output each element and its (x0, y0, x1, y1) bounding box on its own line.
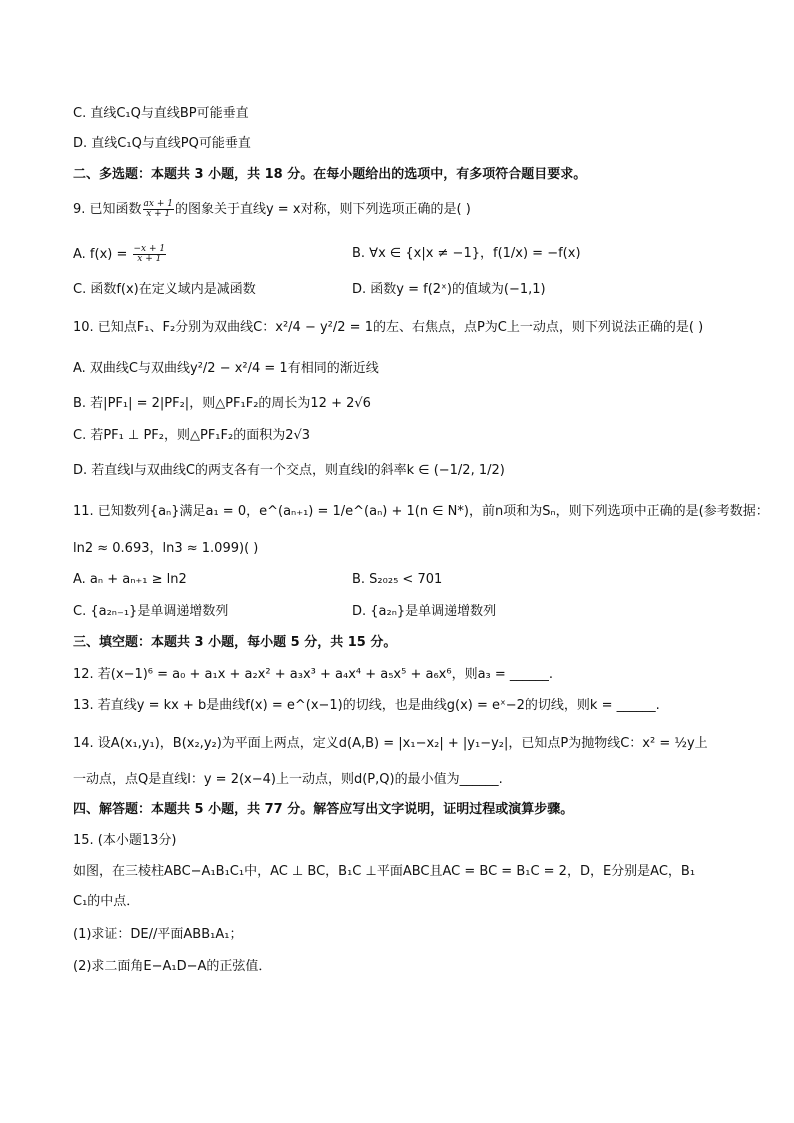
question-15-part2: (2)求二面角E−A₁D−A的正弦值． (73, 959, 272, 974)
question-14-line2: 一动点，点Q是直线l：y = 2(x−4)上一动点，则d(P,Q)的最小值为______. (73, 772, 503, 787)
q10-option-b: B. 若|PF₁| = 2|PF₂|，则△PF₁F₂的周长为12 + 2√6 (73, 396, 371, 411)
question-11-line1: 11. 已知数列{aₙ}满足a₁ = 0，e^(aₙ₊₁) = 1/e^(aₙ) + 1(n ∈ N*)，前n项和为Sₙ，则下列选项中正确的是(参考数据： (73, 504, 769, 519)
q11-option-c: C. {a₂ₙ₋₁}是单调递增数列 (73, 604, 229, 619)
q10-option-a: A. 双曲线C与双曲线y²/2 − x²/4 = 1有相同的渐近线 (73, 361, 379, 376)
q9-prefix: 9. 已知函数 (73, 202, 142, 217)
q11-option-d: D. {a₂ₙ}是单调递增数列 (352, 604, 497, 619)
question-15-stem-line1: 如图，在三棱柱ABC−A₁B₁C₁中，AC ⊥ BC，B₁C ⊥平面ABC且AC = BC = B₁C = 2，D，E分别是AC，B₁ (73, 864, 696, 879)
section-fill-in-heading: 三、填空题：本题共 3 小题，每小题 5 分，共 15 分。 (73, 635, 397, 650)
q11-option-b: B. S₂₀₂₅ < 701 (352, 572, 443, 587)
q8-option-d: D. 直线C₁Q与直线PQ可能垂直 (73, 136, 251, 151)
section-multiple-choice-heading: 二、多选题：本题共 3 小题，共 18 分。在每小题给出的选项中，有多项符合题目要求。 (73, 167, 587, 182)
q9-option-a-fraction: $\frac{-x + 1}{x + 1}$ (133, 244, 166, 264)
q9-option-d: D. 函数y = f(2ˣ)的值域为(−1,1) (352, 282, 546, 297)
question-12: 12. 若(x−1)⁶ = a₀ + a₁x + a₂x² + a₃x³ + a₄x⁴ + a₅x⁵ + a₆x⁶，则a₃ = ______. (73, 667, 554, 682)
question-11-line2: ln2 ≈ 0.693，ln3 ≈ 1.099)( ) (73, 541, 259, 556)
section-solution-heading: 四、解答题：本题共 5 小题，共 77 分。解答应写出文字说明，证明过程或演算步骤。 (73, 802, 574, 817)
question-15-stem-line2: C₁的中点． (73, 894, 140, 909)
question-10: 10. 已知点F₁、F₂分别为双曲线C：x²/4 − y²/2 = 1的左、右焦点，点P为C上一动点，则下列说法正确的是( ) (73, 320, 704, 335)
question-14-line1: 14. 设A(x₁,y₁)，B(x₂,y₂)为平面上两点，定义d(A,B) = |x₁−x₂| + |y₁−y₂|，已知点P为抛物线C：x² = ½y上 (73, 736, 708, 751)
q9-option-a (73, 245, 167, 264)
q11-option-a: A. aₙ + aₙ₊₁ ≥ ln2 (73, 572, 187, 587)
q9-option-b: B. ∀x ∈ {x|x ≠ −1}，f(1/x) = −f(x) (352, 246, 581, 261)
question-9 (73, 200, 471, 219)
question-15-part1: (1)求证：DE//平面ABB₁A₁； (73, 927, 243, 942)
q9-suffix: 的图象关于直线y = x对称，则下列选项正确的是( ) (174, 202, 471, 217)
q10-option-c: C. 若PF₁ ⊥ PF₂，则△PF₁F₂的面积为2√3 (73, 428, 311, 443)
q9-option-c: C. 函数f(x)在定义域内是减函数 (73, 282, 256, 297)
q8-option-c: C. 直线C₁Q与直线BP可能垂直 (73, 106, 249, 121)
q9-fraction: $\frac{ax + 1}{x + 1}$ (143, 199, 173, 219)
q10-option-d: D. 若直线l与双曲线C的两支各有一个交点，则直线l的斜率k ∈ (−1/2, 1/2) (73, 463, 505, 478)
question-15-heading: 15. (本小题13分) (73, 833, 177, 848)
q9-option-a-label: A. f(x) = (73, 247, 128, 262)
question-13: 13. 若直线y = kx + b是曲线f(x) = e^(x−1)的切线，也是曲线g(x) = eˣ−2的切线，则k = ______. (73, 698, 660, 713)
